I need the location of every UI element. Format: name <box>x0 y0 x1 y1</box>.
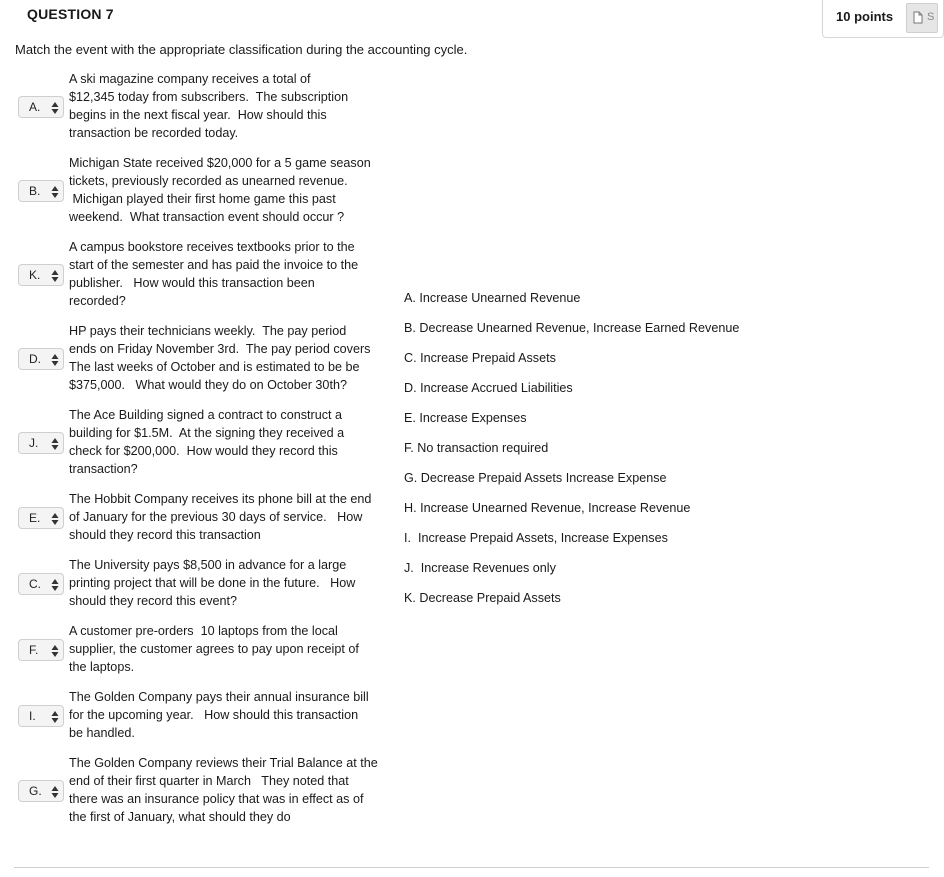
answer-select[interactable] <box>18 180 64 202</box>
select-arrows-icon <box>51 785 59 799</box>
premise-line: start of the semester and has paid the invoice to the <box>69 258 359 272</box>
answer-select[interactable] <box>18 573 64 595</box>
select-arrows-icon <box>51 578 59 592</box>
premise-line: A customer pre-orders 10 laptops from the local <box>69 624 338 638</box>
premise-line: The Hobbit Company receives its phone bill at the end <box>69 492 372 506</box>
premise-line: tickets, previously recorded as unearned revenue. <box>69 174 348 188</box>
premise-line: of January for the previous 30 days of service. How <box>69 510 363 524</box>
premise-text <box>69 490 409 544</box>
answer-option: I. Increase Prepaid Assets, Increase Expenses <box>404 531 668 545</box>
answer-select-value: F. <box>29 643 39 657</box>
answer-select-value: B. <box>29 184 41 198</box>
premise-line: weekend. What transaction event should occur ? <box>69 210 345 224</box>
answer-select[interactable] <box>18 639 64 661</box>
premise-line: The Ace Building signed a contract to construct a <box>69 408 343 422</box>
premise-line: for the upcoming year. How should this transaction <box>69 708 359 722</box>
premise-line: $375,000. What would they do on October 30th? <box>69 378 347 392</box>
answer-select[interactable] <box>18 96 64 118</box>
premise-line: should they record this event? <box>69 594 238 608</box>
question-instructions: Match the event with the appropriate classification during the accounting cycle. <box>15 42 468 57</box>
answer-select[interactable] <box>18 705 64 727</box>
answer-select-value: K. <box>29 268 41 282</box>
premise-text <box>69 556 409 610</box>
premise-line: A ski magazine company receives a total of <box>69 72 311 86</box>
answer-select[interactable] <box>18 432 64 454</box>
premise-line: The Golden Company reviews their Trial Balance at the <box>69 756 378 770</box>
select-arrows-icon <box>51 185 59 199</box>
premise-line: building for $1.5M. At the signing they received a <box>69 426 345 440</box>
points-label: 10 points <box>836 9 894 24</box>
answer-option: K. Decrease Prepaid Assets <box>404 591 561 605</box>
select-arrows-icon <box>51 644 59 658</box>
answer-option: F. No transaction required <box>404 441 549 455</box>
premise-line: recorded? <box>69 294 126 308</box>
answer-select-value: C. <box>29 577 41 591</box>
answer-option: E. Increase Expenses <box>404 411 527 425</box>
premise-line: transaction be recorded today. <box>69 126 239 140</box>
answer-select[interactable] <box>18 264 64 286</box>
premise-line: The University pays $8,500 in advance for a large <box>69 558 347 572</box>
premise-line: A campus bookstore receives textbooks prior to the <box>69 240 355 254</box>
premise-line: be handled. <box>69 726 135 740</box>
premise-line: the laptops. <box>69 660 135 674</box>
premise-text <box>69 622 409 676</box>
premise-line: The last weeks of October and is estimated to be be <box>69 360 360 374</box>
answer-select[interactable] <box>18 507 64 529</box>
premise-text <box>69 238 409 310</box>
answer-select-value: E. <box>29 511 41 525</box>
select-arrows-icon <box>51 269 59 283</box>
premise-line: the first of January, what should they do <box>69 810 291 824</box>
premise-line: publisher. How would this transaction been <box>69 276 315 290</box>
premise-line: check for $200,000. How would they record this <box>69 444 338 458</box>
answer-option: J. Increase Revenues only <box>404 561 556 575</box>
premise-line: ends on Friday November 3rd. The pay period covers <box>69 342 371 356</box>
answer-option: G. Decrease Prepaid Assets Increase Expense <box>404 471 667 485</box>
points-panel <box>822 0 944 38</box>
premise-line: end of their first quarter in March They noted that <box>69 774 349 788</box>
answer-select[interactable] <box>18 348 64 370</box>
premise-line: The Golden Company pays their annual insurance bill <box>69 690 369 704</box>
premise-line: transaction? <box>69 462 138 476</box>
premise-line: Michigan State received $20,000 for a 5 game season <box>69 156 371 170</box>
select-arrows-icon <box>51 101 59 115</box>
answer-select-value: G. <box>29 784 42 798</box>
question-title: QUESTION 7 <box>27 6 114 22</box>
premise-line: Michigan played their first home game this past <box>69 192 336 206</box>
premise-line: supplier, the customer agrees to pay upon receipt of <box>69 642 359 656</box>
premise-text <box>69 406 409 478</box>
premise-line: printing project that will be done in the future. How <box>69 576 356 590</box>
select-arrows-icon <box>51 437 59 451</box>
answer-option: C. Increase Prepaid Assets <box>404 351 556 365</box>
premise-text <box>69 322 409 394</box>
answer-select-value: J. <box>29 436 39 450</box>
save-button-label: S <box>927 11 935 23</box>
premise-line: HP pays their technicians weekly. The pay period <box>69 324 347 338</box>
premise-text <box>69 70 409 142</box>
premise-text <box>69 754 409 826</box>
answer-select[interactable] <box>18 780 64 802</box>
answer-option: H. Increase Unearned Revenue, Increase Revenue <box>404 501 691 515</box>
bottom-divider <box>14 867 929 868</box>
document-icon <box>913 11 923 24</box>
select-arrows-icon <box>51 710 59 724</box>
answer-option: B. Decrease Unearned Revenue, Increase Earned Revenue <box>404 321 740 335</box>
premise-line: $12,345 today from subscribers. The subscription <box>69 90 349 104</box>
premise-line: there was an insurance policy that was in effect as of <box>69 792 364 806</box>
select-arrows-icon <box>51 512 59 526</box>
answer-option: A. Increase Unearned Revenue <box>404 291 581 305</box>
save-answer-button[interactable] <box>906 3 938 33</box>
premise-text <box>69 688 409 742</box>
answer-select-value: A. <box>29 100 41 114</box>
premise-text <box>69 154 409 226</box>
answer-select-value: I. <box>29 709 36 723</box>
premise-line: begins in the next fiscal year. How should this <box>69 108 327 122</box>
answer-option: D. Increase Accrued Liabilities <box>404 381 573 395</box>
answer-select-value: D. <box>29 352 41 366</box>
premise-line: should they record this transaction <box>69 528 261 542</box>
select-arrows-icon <box>51 353 59 367</box>
